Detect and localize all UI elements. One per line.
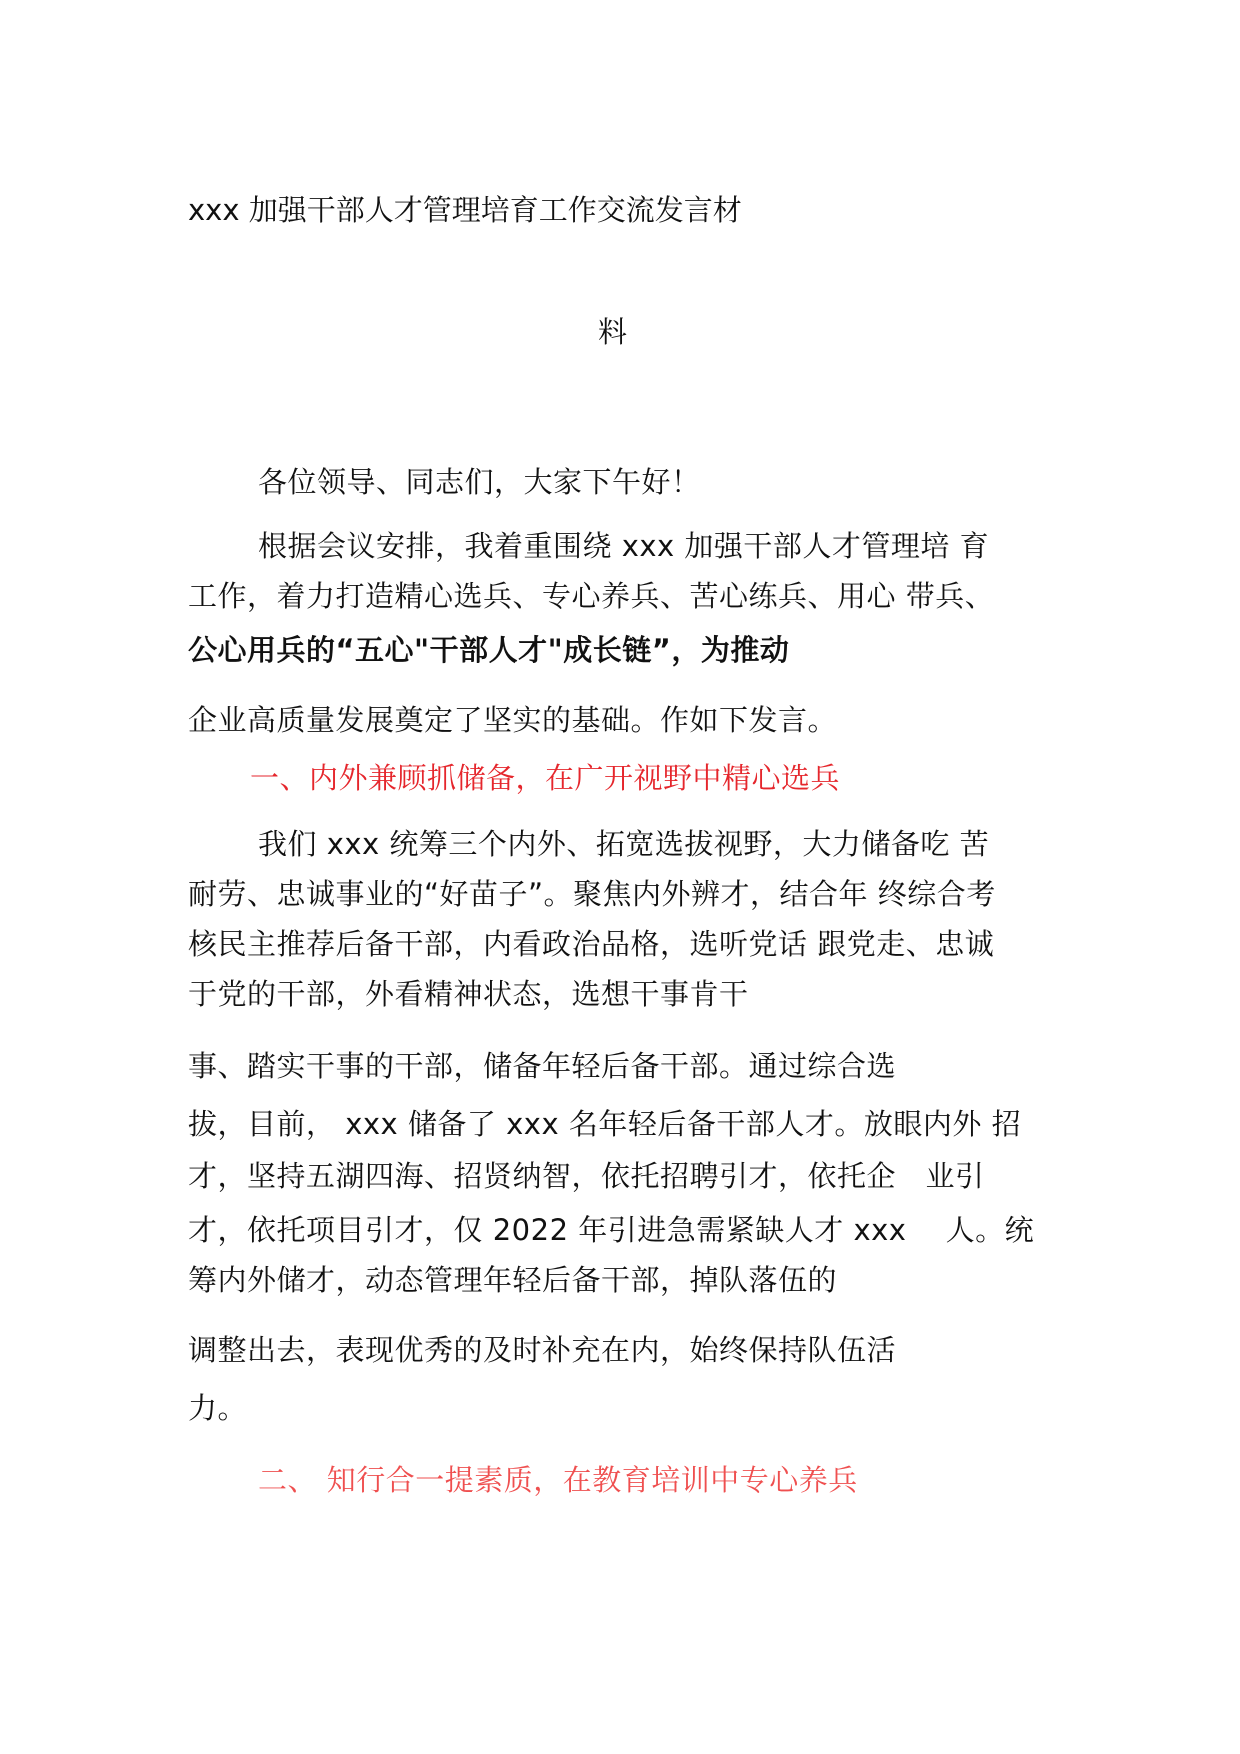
- section-1-line: 拔，目前， xxx 储备了 xxx 名年轻后备干部人才。放眼内外 招: [188, 1107, 1022, 1141]
- section-1-line: 我们 xxx 统筹三个内外、拓宽选拔视野，大力储备吃 苦: [258, 827, 990, 861]
- section-1-line: 调整出去，表现优秀的及时补充在内，始终保持队伍活: [188, 1333, 897, 1367]
- section-1-heading: 一、内外兼顾抓储备，在广开视野中精心选兵: [250, 761, 841, 795]
- section-1-line: 力。: [188, 1391, 248, 1425]
- section-1-line: 筹内外储才，动态管理年轻后备干部，掉队落伍的: [188, 1263, 838, 1297]
- intro-line: 工作，着力打造精心选兵、专心养兵、苦心练兵、用心 带兵、: [188, 579, 995, 613]
- section-1-line: 事、踏实干事的干部，储备年轻后备干部。通过综合选: [188, 1049, 897, 1083]
- document-title-line-2: 料: [598, 315, 628, 349]
- section-1-line: 才，依托项目引才，仅 2022 年引进急需紧缺人才 xxx 人。统: [188, 1213, 1035, 1247]
- section-1-line: 核民主推荐后备干部，内看政治品格，选听党话 跟党走、忠诚: [188, 927, 995, 961]
- document-title-line-1: xxx 加强干部人才管理培育工作交流发言材: [188, 193, 742, 227]
- greeting-paragraph: 各位领导、同志们，大家下午好！: [258, 465, 701, 499]
- intro-line: 根据会议安排，我着重围绕 xxx 加强干部人才管理培 育: [258, 529, 990, 563]
- intro-line: 企业高质量发展奠定了坚实的基础。作如下发言。: [188, 703, 838, 737]
- section-1-line: 耐劳、忠诚事业的“好苗子”。聚焦内外辨才，结合年 终综合考: [188, 877, 996, 911]
- section-1-line: 才，坚持五湖四海、招贤纳智，依托招聘引才，依托企 业引: [188, 1159, 985, 1193]
- section-2-heading: 二、 知行合一提素质，在教育培训中专心养兵: [258, 1463, 858, 1497]
- intro-line: 公心用兵的“五心"干部人才"成长链”，为推动: [188, 633, 790, 667]
- section-1-line: 于党的干部，外看精神状态，选想干事肯干: [188, 977, 749, 1011]
